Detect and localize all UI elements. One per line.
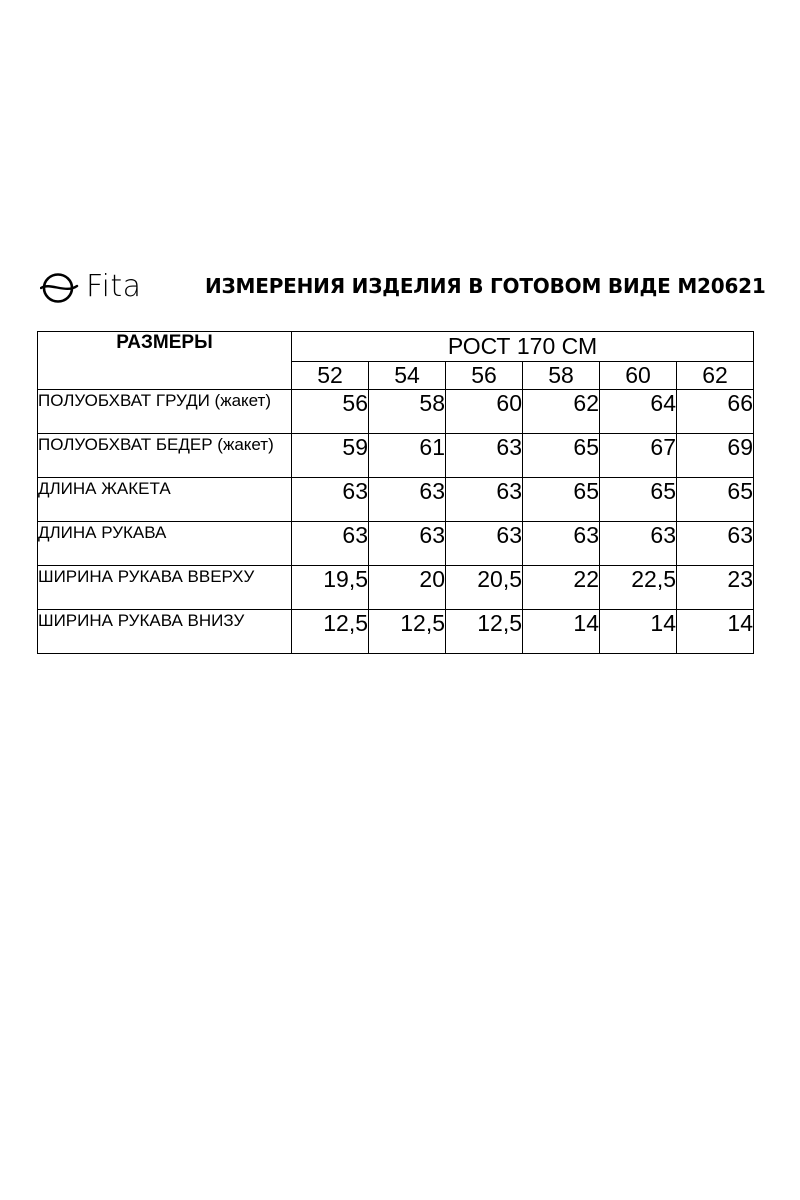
value-cell: 14 [677,610,754,654]
value-cell: 56 [292,390,369,434]
table-row [38,478,754,522]
value-cell: 65 [600,478,677,522]
value-cell: 23 [677,566,754,610]
value-cell: 20 [369,566,446,610]
value-cell: 63 [677,522,754,566]
value-cell: 63 [446,478,523,522]
table-header-row [38,332,754,362]
row-label: ШИРИНА РУКАВА ВВЕРХУ [38,566,292,610]
row-label: ШИРИНА РУКАВА ВНИЗУ [38,610,292,654]
value-cell: 14 [523,610,600,654]
height-header: РОСТ 170 СМ [292,332,754,362]
value-cell: 63 [600,522,677,566]
value-cell: 69 [677,434,754,478]
value-cell: 14 [600,610,677,654]
value-cell: 60 [446,390,523,434]
row-label: ПОЛУОБХВАТ ГРУДИ (жакет) [38,390,292,434]
value-cell: 65 [523,434,600,478]
value-cell: 63 [446,522,523,566]
value-cell: 20,5 [446,566,523,610]
brand-logo [40,262,142,312]
value-cell: 61 [369,434,446,478]
row-label: ДЛИНА ЖАКЕТА [38,478,292,522]
value-cell: 62 [523,390,600,434]
value-cell: 19,5 [292,566,369,610]
size-header-cell: 62 [677,362,754,390]
value-cell: 22 [523,566,600,610]
value-cell: 63 [523,522,600,566]
size-header-cell: 54 [369,362,446,390]
page-header [40,262,766,312]
value-cell: 22,5 [600,566,677,610]
table-row [38,522,754,566]
size-header-cell: 60 [600,362,677,390]
table-row [38,390,754,434]
value-cell: 12,5 [292,610,369,654]
value-cell: 65 [677,478,754,522]
value-cell: 63 [369,478,446,522]
size-header-cell: 52 [292,362,369,390]
document-title: ИЗМЕРЕНИЯ ИЗДЕЛИЯ В ГОТОВОМ ВИДЕ М20621 [205,274,766,298]
row-label: ПОЛУОБХВАТ БЕДЕР (жакет) [38,434,292,478]
brand-name: Fita [86,269,142,304]
fita-logo-icon [40,270,80,304]
value-cell: 63 [292,478,369,522]
size-header-cell: 58 [523,362,600,390]
table-row [38,434,754,478]
value-cell: 12,5 [446,610,523,654]
value-cell: 65 [523,478,600,522]
value-cell: 58 [369,390,446,434]
value-cell: 64 [600,390,677,434]
value-cell: 12,5 [369,610,446,654]
value-cell: 67 [600,434,677,478]
size-chart-table [37,331,754,654]
size-header-cell: 56 [446,362,523,390]
value-cell: 63 [292,522,369,566]
row-label: ДЛИНА РУКАВА [38,522,292,566]
value-cell: 66 [677,390,754,434]
value-cell: 63 [369,522,446,566]
sizes-header: РАЗМЕРЫ [38,332,292,390]
value-cell: 63 [446,434,523,478]
table-row [38,610,754,654]
table-row [38,566,754,610]
value-cell: 59 [292,434,369,478]
